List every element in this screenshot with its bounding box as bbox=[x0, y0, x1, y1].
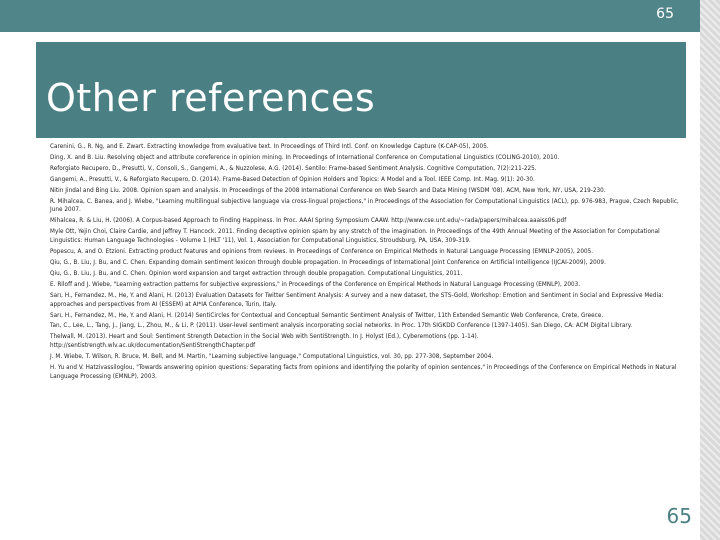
reference-item: Sarı, H., Fernandez, M., He, Y. and Alani, H. (2013) Evaluation Datasets for Twitter Sentiment Analysis: A survey and a new dataset, the STS-Gold, Workshop: Emotion and Sentiment in Social and Expressive Media: approaches and perspectives from AI (ESSEM) at AI*IA Conference, Turin, Italy. bbox=[50, 291, 664, 308]
reference-item: Carenini, G., R. Ng, and E. Zwart. Extracting knowledge from evaluative text. In Proceedings of Third Intl. Conf. on Knowledge Capture (K-CAP-05), 2005. bbox=[50, 143, 489, 150]
references-list bbox=[50, 143, 684, 384]
page-number-top: 65 bbox=[656, 6, 674, 22]
reference-item: Mihalcea, R. & Liu, H. (2006). A Corpus-based Approach to Finding Happiness. In Proc. AAAI Spring Symposium CAAW. http://www.cse.unt.edu/~rada/papers/mihalcea.aaaiss06.pdf bbox=[50, 217, 567, 225]
reference-item: Qiu, G., B. Liu, J. Bu, and C. Chen. Opinion word expansion and target extraction through double propagation. Computational Linguistics, 2011. bbox=[50, 269, 463, 277]
top-bar bbox=[0, 0, 700, 32]
reference-item: Reforgiato Recupero, D., Presutti, V., Consoli, S., Gangemi, A., & Nuzzolese, A.G. (2014). Sentilo: Frame-based Sentiment Analysis. Cognitive Computation, 7(2):211-225. bbox=[50, 164, 537, 172]
reference-item: Popescu, A. and O. Etzioni. Extracting product features and opinions from reviews. In Proceedings of Conference on Empirical Methods in Natural Language Processing (EMNLP-2005), 2005. bbox=[50, 248, 594, 256]
reference-item: Qiu, G., B. Liu, J. Bu, and C. Chen. Expanding domain sentiment lexicon through double propagation. In Proceedings of International Joint Conference on Artificial Intelligence (IJCAI-2009), 2009. bbox=[50, 258, 606, 266]
slide-title: Other references bbox=[46, 76, 376, 120]
reference-item: R. Mihalcea, C. Banea, and J. Wiebe, "Learning multilingual subjective language via cross-lingual projections," in Proceedings of the Association for Computational Linguistics (ACL), pp. 976-983, Prague, Czech Republic, June 2007. bbox=[50, 197, 679, 214]
title-band bbox=[36, 42, 686, 138]
reference-item: Sarı, H., Fernandez, M., He, Y. and Alani, H. (2014) SentiCircles for Contextual and Conceptual Semantic Sentiment Analysis of Twitter, 11th Extended Semantic Web Conference, Crete, Greece. bbox=[50, 311, 604, 319]
reference-item: Myle Ott, Yejin Choi, Claire Cardie, and Jeffrey T. Hancock. 2011. Finding deceptive opinion spam by any stretch of the imagination. In Proceedings of the 49th Annual Meeting of the Association for Computational Linguistics: Human Language Technologies - Volume 1 (HLT '11), Vol. 1. Association for Computational Linguistics, Stroudsburg, PA, USA, 309-319. bbox=[50, 228, 660, 245]
reference-item: E. Riloff and J. Wiebe, "Learning extraction patterns for subjective expressions," in Proceedings of the Conference on Empirical Methods in Natural Language Processing (EMNLP), 2003. bbox=[50, 280, 581, 288]
reference-item: Thelwall, M. (2013). Heart and Soul: Sentiment Strength Detection in the Social Web with SentiStrength. In J. Holyst (Ed.), Cyberemotions (pp. 1-14). http://sentistrength.wlv.ac.uk/documentation/SentiStrengthChapter.pdf bbox=[50, 333, 479, 350]
reference-item: Tan, C., Lee, L., Tang, J., Jiang, L., Zhou, M., & Li, P. (2011). User-level sentiment analysis incorporating social networks. In Proc. 17th SIGKDD Conference (1397-1405). San Diego, CA: ACM Digital Library. bbox=[50, 322, 633, 330]
reference-item: Nitin Jindal and Bing Liu. 2008. Opinion spam and analysis. In Proceedings of the 2008 International Conference on Web Search and Data Mining (WSDM '08). ACM, New York, NY, USA, 219-230. bbox=[50, 186, 606, 194]
reference-item: H. Yu and V. Hatzivassiloglou, "Towards answering opinion questions: Separating facts from opinions and identifying the polarity of opinion sentences," in Proceedings of the Conference on Empirical Methods in Natural Language Processing (EMNLP), 2003. bbox=[50, 364, 677, 380]
reference-item: Gangemi, A., Presutti, V., & Reforgiato Recupero, D. (2014). Frame-Based Detection of Opinion Holders and Topics: A Model and a Tool. IEEE Comp. Int. Mag. 9(1): 20-30. bbox=[50, 175, 535, 183]
page-number-bottom: 65 bbox=[666, 504, 692, 528]
reference-item: Ding, X. and B. Liu. Resolving object and attribute coreference in opinion mining. In Proceedings of International Conference on Computational Linguistics (COLING-2010), 2010. bbox=[50, 153, 560, 161]
decorative-stripe bbox=[700, 0, 720, 540]
reference-item: J. M. Wiebe, T. Wilson, R. Bruce, M. Bell, and M. Martin, "Learning subjective language," Computational Linguistics, vol. 30, pp. 277-308, September 2004. bbox=[50, 353, 494, 361]
